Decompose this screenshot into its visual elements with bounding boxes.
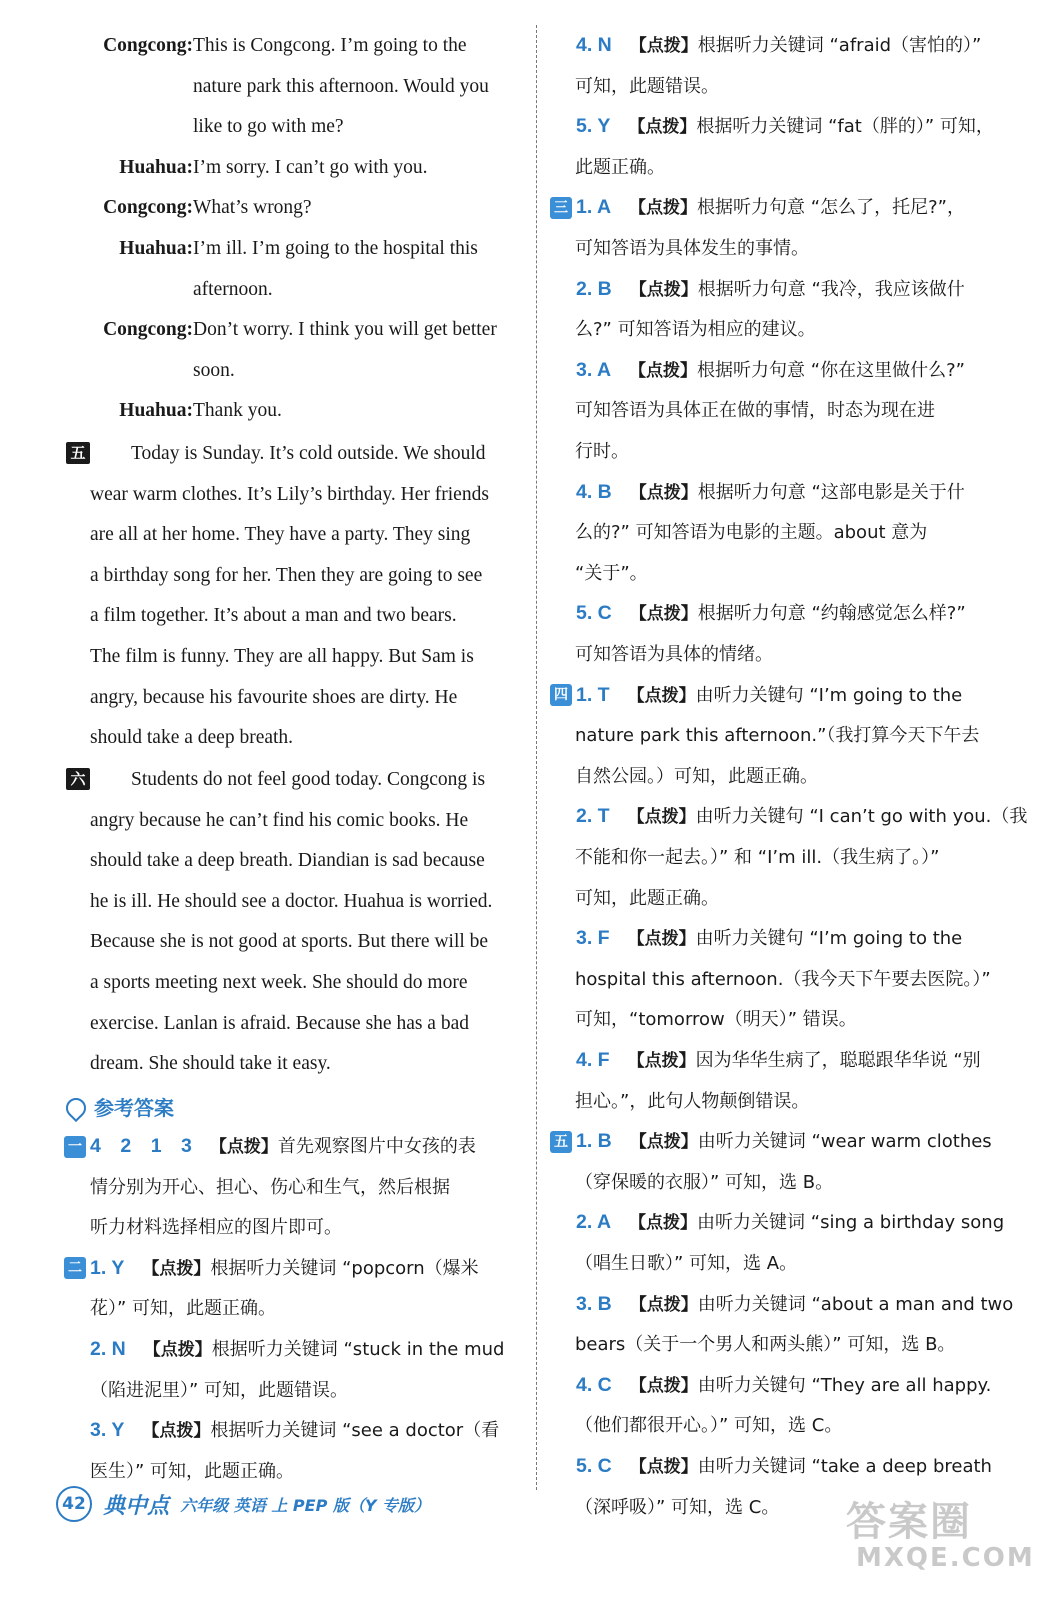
answer-text: 情分别为开心、担心、伤心和生气，然后根据: [90, 1176, 450, 1198]
answer-number: 2. B: [576, 277, 612, 300]
text-line: [64, 1336, 504, 1363]
answer-text: 可知，此题正确。: [575, 887, 719, 909]
answer-text: bears（关于一个男人和两头熊）” 可知，选 B。: [575, 1334, 956, 1356]
passage-text: a sports meeting next week. She should do more: [90, 972, 468, 993]
text-line: [90, 481, 489, 508]
hint-tag: 【点拨】: [629, 360, 698, 381]
text-line: [90, 928, 488, 955]
text-line: [550, 1372, 991, 1399]
text-line: [575, 763, 818, 790]
answer-text: 首先观察图片中女孩的表: [277, 1136, 476, 1157]
text-line: [550, 1453, 992, 1480]
text-line: [550, 479, 965, 506]
dialogue-text: I’m ill. I’m going to the hospital this: [193, 238, 478, 259]
column-divider: [536, 25, 537, 1490]
answer-number: 4. C: [576, 1373, 612, 1396]
hint-tag: 【点拨】: [629, 1213, 698, 1234]
text-line: [131, 440, 486, 467]
answer-number: 5. Y: [576, 115, 611, 138]
text-line: [90, 562, 482, 589]
dialogue-text: like to go with me?: [193, 116, 344, 138]
answer-text: 根据听力句意 “我冷，我应该做什: [697, 278, 965, 300]
text-line: [90, 602, 457, 629]
page-number: 42: [56, 1486, 92, 1522]
hint-tag: 【点拨】: [627, 1051, 696, 1071]
text-line: [90, 969, 467, 996]
answer-text: （唱生日歌）” 可知，选 A。: [575, 1253, 798, 1274]
answer-number: 2. T: [576, 805, 610, 828]
answer-text: 听力材料选择相应的图片即可。: [90, 1217, 342, 1239]
answer-number: 4. B: [576, 480, 612, 503]
section-badge: 五: [66, 442, 90, 464]
speaker-name: Huahua:: [119, 238, 193, 259]
answer-text: （穿保暖的衣服）” 可知，选 B。: [575, 1171, 834, 1193]
dialogue-text: What’s wrong?: [193, 197, 312, 219]
speaker-name: Congcong:: [103, 319, 193, 341]
answer-number: 3. Y: [90, 1419, 125, 1442]
answer-number: 4 2 1 3: [90, 1135, 192, 1157]
answers-heading: [66, 1092, 174, 1121]
text-line: [62, 194, 312, 221]
hint-tag: 【点拨】: [627, 807, 696, 828]
hint-tag: 【点拨】: [629, 1132, 698, 1153]
text-line: [62, 235, 478, 262]
answer-text: “关于”。: [575, 562, 648, 584]
text-line: [193, 73, 489, 100]
answer-text: （陷进泥里）” 可知，此题错误。: [90, 1379, 349, 1401]
speaker-name: Huahua:: [119, 156, 193, 178]
answer-text: 由听力关键词 “about a man and two: [697, 1293, 1014, 1315]
answer-text: 根据听力关键词 “popcorn（爆米: [210, 1257, 479, 1279]
text-line: [575, 397, 935, 424]
text-line: [575, 844, 939, 871]
answer-text: 可知答语为具体的情绪。: [575, 644, 773, 665]
answer-text: （他们都很开心。）” 可知，选 C。: [575, 1415, 843, 1437]
text-line: [90, 807, 468, 834]
answer-text: 由听力关键句 “I’m going to the: [695, 928, 963, 950]
answer-number: 3. B: [576, 1292, 612, 1315]
answer-number: 1. A: [576, 196, 612, 219]
answer-text: 医生）” 可知，此题正确。: [90, 1460, 295, 1482]
text-line: [90, 847, 485, 874]
hint-tag: 【点拨】: [627, 685, 696, 706]
text-line: [575, 1494, 779, 1521]
text-line: [550, 1047, 981, 1074]
answer-text: 由听力关键句 “I can’t go with you.（我: [695, 806, 1028, 828]
answer-text: 根据听力句意 “怎么了，托尼?”，: [697, 197, 965, 219]
text-line: [550, 803, 1027, 830]
text-line: [64, 1417, 499, 1444]
text-line: [90, 643, 474, 670]
hint-tag: 【点拨】: [629, 279, 698, 300]
hint-tag: 【点拨】: [629, 198, 698, 219]
answer-number: 4. N: [576, 34, 612, 56]
answer-number: 2. A: [576, 1211, 612, 1234]
text-line: [90, 724, 293, 751]
text-line: [90, 888, 492, 915]
speaker-name: Congcong:: [103, 35, 193, 56]
hint-tag: 【点拨】: [629, 604, 698, 625]
text-line: [550, 113, 994, 140]
text-line: [90, 1214, 342, 1241]
answer-text: 因为华华生病了，聪聪跟华华说 “别: [695, 1050, 981, 1071]
text-line: [550, 194, 965, 221]
text-line: [64, 1133, 476, 1160]
answer-number: 4. F: [576, 1049, 610, 1071]
passage-text: a birthday song for her. Then they are going to see: [90, 564, 483, 586]
watermark-url: MXQE.COM: [856, 1543, 1035, 1573]
series-label: 六年级 英语 上 PEP 版（Y 专版）: [180, 1495, 431, 1515]
watermark-title: 答案圈: [846, 1499, 972, 1545]
answer-number: 3. F: [576, 927, 610, 950]
passage-text: Today is Sunday. It’s cold outside. We should: [131, 443, 486, 464]
text-line: [90, 1050, 331, 1077]
answer-text: 不能和你一起去。）” 和 “I’m ill.（我生病了。）”: [575, 847, 940, 868]
text-line: [550, 357, 965, 384]
answers-title: 参考答案: [94, 1096, 174, 1120]
text-line: [90, 1010, 469, 1037]
answer-text: 行时。: [575, 441, 629, 462]
dialogue-text: Don’t worry. I think you will get better: [193, 319, 497, 341]
hint-tag: 【点拨】: [209, 1137, 278, 1157]
text-line: [90, 1377, 348, 1404]
text-line: [90, 684, 457, 711]
answer-text: 自然公园。）可知，此题正确。: [575, 765, 818, 787]
text-line: [575, 1088, 809, 1115]
dialogue-text: nature park this afternoon. Would you: [193, 75, 489, 97]
text-line: [575, 154, 665, 181]
section-badge: 三: [550, 197, 572, 219]
answer-text: 由听力关键句 “I’m going to the: [695, 684, 963, 706]
text-line: [131, 766, 485, 793]
text-line: [62, 316, 497, 343]
speaker-name: Huahua:: [119, 400, 193, 422]
answer-text: 根据听力句意 “你在这里做什么?”: [697, 359, 965, 381]
text-line: [62, 397, 282, 424]
text-line: [62, 32, 467, 59]
dialogue-text: soon.: [193, 359, 235, 381]
dialogue-text: This is Congcong. I’m going to the: [193, 35, 467, 56]
answer-text: 根据听力关键词 “afraid（害怕的）”: [697, 35, 982, 56]
answer-text: 根据听力关键词 “stuck in the mud: [211, 1339, 505, 1360]
passage-text: angry, because his favourite shoes are dirty. He: [90, 686, 458, 708]
hint-tag: 【点拨】: [143, 1340, 212, 1360]
hint-tag: 【点拨】: [629, 1457, 698, 1477]
passage-text: should take a deep breath.: [90, 727, 294, 749]
text-line: [90, 1458, 294, 1485]
answer-text: 可知，此题错误。: [575, 75, 719, 97]
text-line: [62, 154, 428, 181]
answer-text: 可知，“tomorrow（明天）” 错误。: [575, 1009, 857, 1031]
text-line: [575, 1250, 797, 1277]
text-line: [550, 1209, 1004, 1236]
answer-text: 根据听力关键词 “see a doctor（看: [210, 1420, 500, 1442]
passage-text: a film together. It’s about a man and two bears.: [90, 605, 457, 627]
answer-text: 可知答语为具体发生的事情。: [575, 238, 809, 259]
hint-tag: 【点拨】: [629, 1294, 698, 1315]
text-line: [90, 1174, 450, 1201]
text-line: [575, 560, 648, 587]
hint-tag: 【点拨】: [629, 36, 698, 56]
text-line: [550, 925, 962, 952]
text-line: [575, 438, 629, 465]
text-line: [550, 1291, 1013, 1318]
text-line: [550, 1128, 992, 1155]
answer-number: 1. B: [576, 1130, 612, 1153]
brand-logo: 典中点: [103, 1493, 170, 1519]
text-line: [550, 600, 966, 627]
answer-text: 由听力关键句 “They are all happy.: [697, 1374, 992, 1396]
passage-text: Students do not feel good today. Congcong is: [131, 769, 486, 790]
section-badge: 二: [64, 1257, 86, 1279]
text-line: [575, 966, 991, 993]
text-line: [193, 357, 235, 384]
passage-text: angry because he can’t find his comic books. He: [90, 809, 469, 831]
hint-tag: 【点拨】: [628, 117, 697, 138]
text-line: [575, 235, 809, 262]
answer-number: 1. T: [576, 683, 610, 706]
text-line: [550, 276, 965, 303]
answer-text: 担心。”，此句人物颠倒错误。: [575, 1090, 810, 1112]
text-line: [575, 885, 719, 912]
text-line: [575, 1412, 842, 1439]
hint-tag: 【点拨】: [142, 1421, 211, 1442]
text-line: [550, 682, 962, 709]
section-badge: 一: [64, 1136, 86, 1158]
text-line: [90, 1295, 276, 1322]
answer-text: 么的?” 可知答语为电影的主题。about 意为: [575, 522, 928, 544]
answer-number: 2. N: [90, 1338, 126, 1360]
hint-tag: 【点拨】: [629, 482, 698, 503]
speaker-name: Congcong:: [103, 197, 193, 219]
answer-text: 由听力关键词 “wear warm clothes: [697, 1131, 992, 1153]
answer-text: 根据听力句意 “这部电影是关于什: [697, 481, 965, 503]
text-line: [90, 521, 470, 548]
text-line: [575, 519, 927, 546]
text-line: [193, 276, 273, 303]
answer-text: 由听力关键词 “sing a birthday song: [697, 1212, 1005, 1234]
answer-text: 可知答语为具体正在做的事情，时态为现在进: [575, 400, 935, 422]
section-badge: 五: [550, 1131, 572, 1153]
passage-text: dream. She should take it easy.: [90, 1053, 331, 1075]
answer-text: 根据听力句意 “约翰感觉怎么样?”: [697, 603, 966, 625]
passage-text: exercise. Lanlan is afraid. Because she has a bad: [90, 1012, 469, 1034]
answer-text: nature park this afternoon.”（我打算今天下午去: [575, 725, 980, 747]
answer-text: 此题正确。: [575, 156, 665, 178]
text-line: [575, 316, 816, 343]
text-line: [575, 73, 719, 100]
text-line: [64, 1255, 479, 1282]
watermark: [846, 1500, 1035, 1572]
answer-text: 由听力关键词 “take a deep breath: [697, 1456, 992, 1477]
hint-tag: 【点拨】: [627, 929, 696, 950]
text-line: [575, 1006, 857, 1033]
hint-tag: 【点拨】: [142, 1258, 211, 1279]
passage-text: should take a deep breath. Diandian is sad because: [90, 850, 485, 872]
passage-text: Because she is not good at sports. But there will be: [90, 931, 489, 953]
text-line: [575, 722, 979, 749]
text-line: [575, 1331, 955, 1358]
page-footer: [56, 1486, 430, 1522]
answer-text: 根据听力关键词 “fat（胖的）” 可知，: [696, 116, 994, 138]
dialogue-text: afternoon.: [193, 278, 273, 300]
answer-number: 5. C: [576, 602, 612, 625]
passage-text: he is ill. He should see a doctor. Huahua is worried.: [90, 890, 493, 912]
section-badge: 四: [550, 684, 572, 706]
answer-number: 5. C: [576, 1455, 612, 1477]
passage-text: The film is funny. They are all happy. But Sam is: [90, 646, 474, 667]
hint-tag: 【点拨】: [629, 1375, 698, 1396]
dialogue-text: Thank you.: [193, 400, 282, 422]
leaf-icon: [62, 1094, 90, 1122]
answer-text: 么?” 可知答语为相应的建议。: [575, 319, 816, 341]
text-line: [575, 641, 773, 668]
answer-text: （深呼吸）” 可知，选 C。: [575, 1496, 780, 1518]
passage-text: are all at her home. They have a party. They sing: [90, 524, 471, 546]
text-line: [550, 32, 981, 59]
text-line: [193, 113, 344, 140]
answer-number: 3. A: [576, 358, 612, 381]
answer-text: 花）” 可知，此题正确。: [90, 1298, 277, 1320]
dialogue-text: I’m sorry. I can’t go with you.: [193, 156, 428, 178]
section-badge: 六: [66, 768, 90, 790]
answer-number: 1. Y: [90, 1256, 125, 1279]
passage-text: wear warm clothes. It’s Lily’s birthday. Her friends: [90, 483, 489, 505]
answer-text: hospital this afternoon.（我今天下午要去医院。）”: [575, 968, 991, 990]
text-line: [575, 1169, 833, 1196]
